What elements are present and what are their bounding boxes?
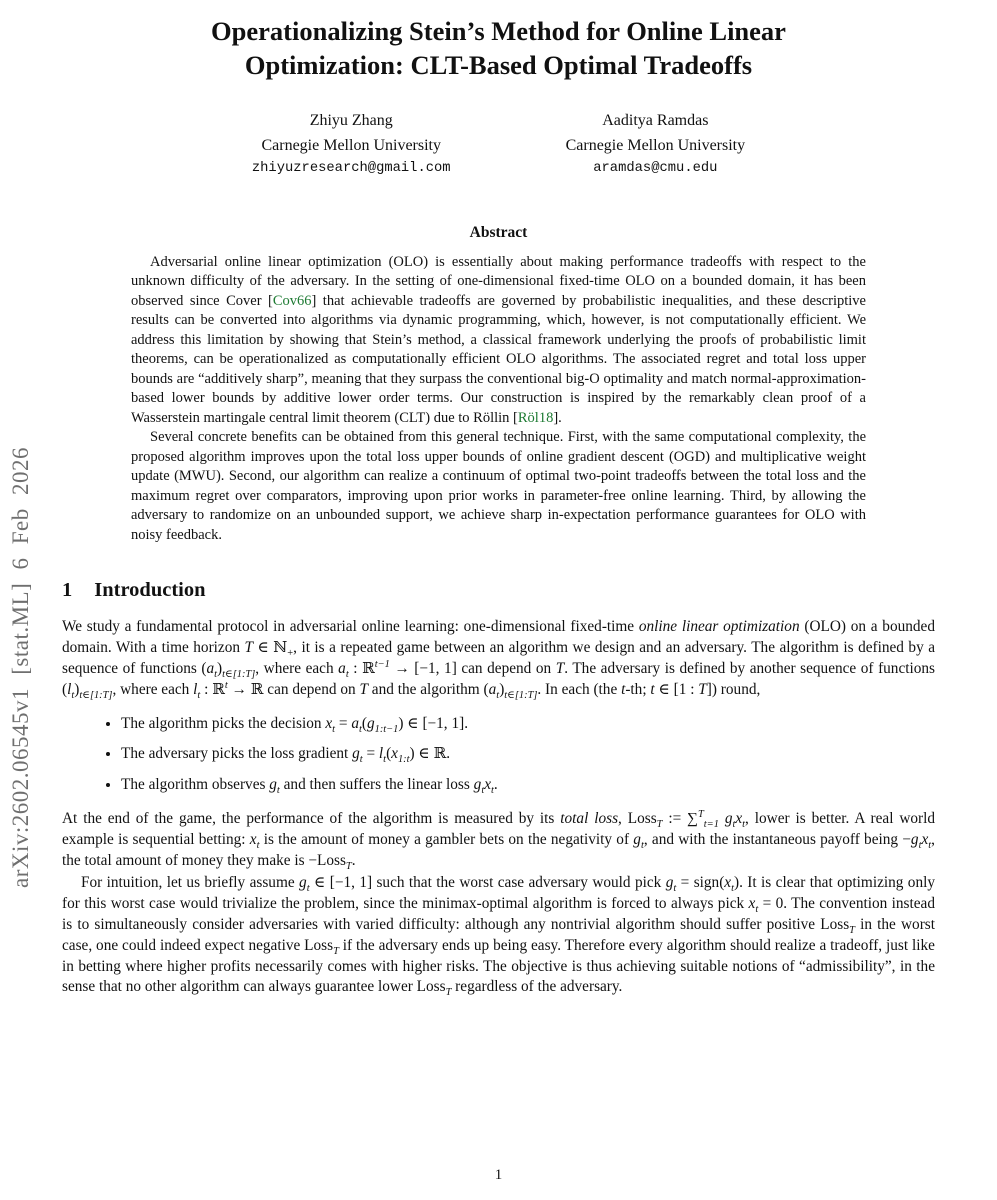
list-item [121,775,935,796]
text-segment: ( [386,745,392,763]
text-segment: → ℝ can depend on [227,680,360,698]
text-segment: t [332,723,336,735]
text-segment: t [496,689,500,701]
text-segment: We study a fundamental protocol in adversarial online learning: one-dimensional fixed-time [62,618,639,636]
abstract-heading: Abstract [469,223,528,241]
text-segment: ∑ [687,809,699,827]
text-segment: ). It is clear that optimizing only for this worst case would trivialize the problem, since the minimax-optimal algorithm is forced to always pick [62,874,935,913]
text-segment: The algorithm observes [121,776,270,794]
text-segment: T [698,680,707,698]
author-name: Aaditya Ramdas [602,111,709,129]
text-segment: ) [499,680,505,698]
text-segment: ∈ [−1, 1] such that the worst case adversary would pick [309,874,666,892]
text-segment: t [197,689,201,701]
text-segment: → [−1, 1] can depend on [389,659,556,677]
text-segment: The algorithm picks the decision [121,714,326,732]
text-segment: l [193,680,198,698]
abstract-paragraph [131,253,866,429]
text-segment: = sign( [676,874,725,892]
text-segment: x [249,830,257,848]
text-segment: if the adversary ends up being easy. Therefore every algorithm should realize a tradeoff, just like in betting where higher profits necessarily comes with higher risks. The objective is thus achieving suitable notions of “admissibility”, in the sense that no other algorithm can always guarantee lower Loss [62,936,935,996]
author-block [62,109,935,180]
text-segment: online linear optimization [638,618,800,636]
author-email: aramdas@cmu.edu [593,161,718,177]
text-segment: x [391,745,398,763]
text-segment: : ℝ [200,680,225,698]
text-segment: t−1 [374,658,390,670]
text-segment: t [224,679,228,691]
text-segment: : ℝ [348,659,375,677]
text-segment: T [244,639,253,657]
list-item [121,744,935,765]
paper-title-line-1: Operationalizing Stein’s Method for Online Linear [211,16,786,46]
text-segment: 1:t [397,754,410,766]
text-segment: ) ∈ ℝ. [409,745,451,763]
text-segment: , it is a repeated game between an algorithm we design and an adversary. The algorithm is defined by a sequence of functions ( [62,639,935,677]
arxiv-watermark: arXiv:2602.06545v1 [stat.ML] 6 Feb 2026 [8,446,33,888]
text-segment: in the worst case, one could indeed expect negative Loss [62,915,935,954]
text-segment: t [732,818,736,830]
text-segment: x [748,895,756,913]
author-affiliation: Carnegie Mellon University [261,136,441,154]
text-segment: At the end of the game, the performance of the algorithm is measured by its [62,809,561,827]
paragraph [62,809,935,871]
text-segment: ∈ [1 : [654,680,699,698]
text-segment: t [481,785,485,797]
text-segment: t [742,818,746,830]
text-segment: + [287,648,294,660]
text-segment: t [918,839,922,851]
text-segment: t [214,668,218,680]
text-segment: t [928,839,932,851]
text-segment: ]. [553,409,562,426]
text-segment: T [555,659,565,677]
text-segment: Adversarial online linear optimization (OLO) is essentially about making performance tradeoffs with respect to the unknown difficulty of the adversary. In the setting of one-dimensional fixed-time OLO on a bounded domain, it has been observed since Cover [ [131,253,866,309]
text-segment: t [358,723,362,735]
author-name: Zhiyu Zhang [309,111,393,129]
text-segment: t [621,680,626,698]
text-segment: , lower is better. A real world example is sequential betting: [62,809,936,848]
text-segment: and then suffers the linear loss [279,776,474,794]
paragraph [62,617,935,700]
text-segment: a [338,659,346,677]
text-segment: t [650,680,655,698]
text-segment: T [333,945,339,957]
section-title: Introduction [94,579,206,602]
text-segment: is the amount of money a gambler bets on the negativity of [259,830,634,848]
text-segment: , where each [255,659,339,677]
text-segment: g [299,874,307,892]
text-segment: = [362,745,379,763]
text-segment: x [735,809,743,827]
text-segment: , the total amount of money they make is −Loss [62,830,935,869]
paragraph [62,873,935,998]
text-segment: ∈ ℕ [253,639,288,657]
text-segment: a [488,680,497,698]
text-segment: total loss [560,809,619,827]
text-segment: . In each (the [537,680,622,698]
text-segment: . [351,851,356,869]
text-segment: t∈[1:T] [79,689,113,701]
text-segment: a [351,714,359,732]
introduction-body [62,617,935,998]
text-segment: x [921,830,929,848]
text-segment: t [359,754,363,766]
citation-link[interactable]: Röl18 [517,409,554,426]
text-segment: x [724,874,732,892]
author-email: zhiyuzresearch@gmail.com [251,161,451,177]
author-0 [252,109,451,180]
text-segment: g [724,809,733,827]
text-segment: t [276,785,280,797]
text-segment: x [325,714,333,732]
section-heading-introduction [62,579,935,602]
list-item [121,714,935,735]
text-segment: T [445,987,452,999]
text-segment: l [67,680,72,698]
text-segment: ) ∈ [−1, 1]. [398,714,469,732]
text-segment: ]) round, [706,680,761,698]
text-segment: t [256,839,260,851]
text-segment: t∈[1:T] [222,668,256,680]
text-segment: ) [74,680,80,698]
text-segment: , and with the instantaneous payoff being − [643,830,911,848]
text-segment: regardless of the adversary. [451,978,623,996]
section-number: 1 [62,579,73,602]
text-segment: T [359,680,368,698]
text-segment: t=1 [703,818,719,830]
text-segment: = [335,714,352,732]
text-segment: g [352,745,360,763]
text-segment: T [345,860,352,872]
author-affiliation: Carnegie Mellon University [565,136,746,154]
text-segment: , where each [112,680,194,698]
text-segment: a [206,659,215,677]
text-segment: t [755,904,759,916]
text-segment: and the algorithm ( [367,680,489,698]
page-number: 1 [494,1167,503,1183]
text-segment: -th; [625,680,651,698]
text-segment: := [662,809,688,827]
text-segment: g [665,874,674,892]
text-segment: T [656,818,663,830]
text-segment: ] that achievable tradeoffs are governed by probabilistic inequalities, and these descriptive results can be converted into algorithms via dynamic programming, which, however, is not computationally efficient. We address this limitation by showing that Stein’s method, a classical framework underlying the proofs of probabilistic limit theorems, can be operationalized as computationally efficient OLO algorithms. The associated regret and total loss upper bounds are “additively sharp”, meaning that they surpass the conventional big-O optimality and match normal-approximation-based lower bounds by additive lower order terms. Our construction is inspired by the remarkably clean proof of a Wasserstein martingale central limit theorem (CLT) due to Röllin [ [131,292,866,426]
text-segment: For intuition, let us briefly assume [81,874,300,892]
text-segment: ( [361,714,367,732]
text-segment: t [306,883,310,895]
text-segment: ) [217,659,223,677]
text-segment: t [731,883,734,895]
text-segment: T [698,808,704,820]
text-segment: g [910,830,919,848]
text-segment: . The adversary is defined by another sequence of functions ( [62,659,935,698]
citation-link[interactable]: Cov66 [272,292,312,309]
text-segment: x [484,776,492,794]
text-segment: t [345,668,349,680]
text-segment: t∈[1:T] [504,689,538,701]
abstract-paragraph [131,428,866,545]
text-segment: g [366,714,375,732]
text-segment: 1:t−1 [374,723,399,735]
text-segment: The adversary picks the loss gradient [121,745,353,763]
text-segment: t [491,785,494,797]
text-segment: l [378,745,384,763]
text-segment: g [633,830,641,848]
text-segment: (OLO) on a bounded domain. With a time horizon [62,618,935,657]
text-segment: . [493,776,498,794]
text-segment: , Loss [618,809,657,827]
paper-title [62,14,935,83]
text-segment: t [71,689,75,701]
paper-title-line-2: Optimization: CLT-Based Optimal Tradeoffs [244,50,753,81]
text-segment: t [673,883,677,895]
text-segment: t [640,839,644,851]
protocol-bullet-list [62,714,935,796]
text-segment: g [473,776,482,794]
text-segment: T [849,924,855,936]
abstract-section [62,224,935,546]
author-1 [566,109,746,180]
text-segment: t [383,754,387,766]
text-segment: = 0. The convention instead is to simultaneously consider adversaries with varied difficulty: although any nontrivial algorithm should suffer positive Loss [62,895,935,933]
text-segment: g [269,776,277,794]
text-segment: Several concrete benefits can be obtained from this general technique. First, with the same computational complexity, the proposed algorithm improves upon the total loss upper bounds of online gradient descent (OGD) and multiplicative weight update (MWU). Second, our algorithm can realize a continuum of optimal two-point tradeoffs between the total loss and the maximum regret over comparators, improving upon prior works in parameter-free online learning. Third, by allowing the adversary to randomize on an unbounded support, we achieve sharp in-expectation performance guarantees for OLO with noisy feedback. [131,429,866,543]
